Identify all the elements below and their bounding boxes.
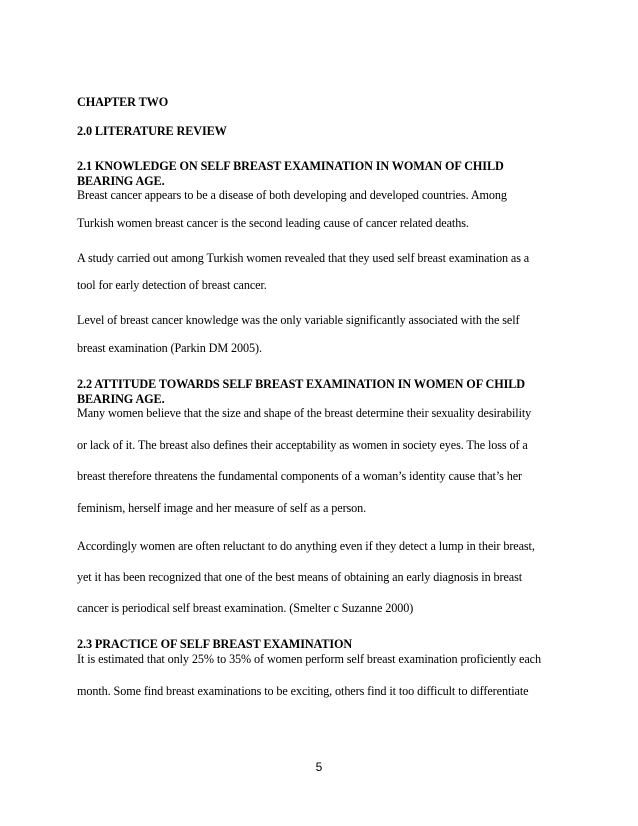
text-line: breast therefore threatens the fundamental components of a woman’s identity cause that’s her [77, 469, 522, 483]
heading-2-2-line-2: BEARING AGE. [77, 392, 165, 406]
text-line: or lack of it. The breast also defines their acceptability as women in society eyes. The loss of a [77, 438, 528, 452]
text-line: A study carried out among Turkish women revealed that they used self breast examination as a [77, 251, 530, 265]
text-line: tool for early detection of breast cancer. [77, 278, 267, 292]
text-line: Level of breast cancer knowledge was the only variable significantly associated with the self [77, 313, 520, 327]
text-line: feminism, herself image and her measure of self as a person. [77, 501, 367, 515]
text-line: Breast cancer appears to be a disease of both developing and developed countries. Among [77, 188, 507, 202]
heading-2-2-line-1: 2.2 ATTITUDE TOWARDS SELF BREAST EXAMINATION IN WOMEN OF CHILD [77, 377, 525, 391]
chapter-title: CHAPTER TWO [77, 95, 169, 109]
text-line: It is estimated that only 25% to 35% of women perform self breast examination proficiently each [77, 652, 541, 666]
text-line: Many women believe that the size and shape of the breast determine their sexuality desirability [77, 406, 532, 420]
text-line: yet it has been recognized that one of the best means of obtaining an early diagnosis in breast [77, 570, 523, 584]
page-number: 5 [315, 760, 323, 774]
heading-2-1-line-1: 2.1 KNOWLEDGE ON SELF BREAST EXAMINATION IN WOMAN OF CHILD [77, 159, 504, 173]
section-title: 2.0 LITERATURE REVIEW [77, 124, 227, 138]
text-line: cancer is periodical self breast examination. (Smelter c Suzanne 2000) [77, 601, 414, 615]
text-line: breast examination (Parkin DM 2005). [77, 341, 262, 355]
text-line: month. Some find breast examinations to be exciting, others find it too difficult to differentiate [77, 684, 529, 698]
text-line: Accordingly women are often reluctant to do anything even if they detect a lump in their breast, [77, 539, 535, 553]
heading-2-1-line-2: BEARING AGE. [77, 174, 165, 188]
heading-2-3: 2.3 PRACTICE OF SELF BREAST EXAMINATION [77, 637, 353, 651]
text-line: Turkish women breast cancer is the second leading cause of cancer related deaths. [77, 216, 469, 230]
